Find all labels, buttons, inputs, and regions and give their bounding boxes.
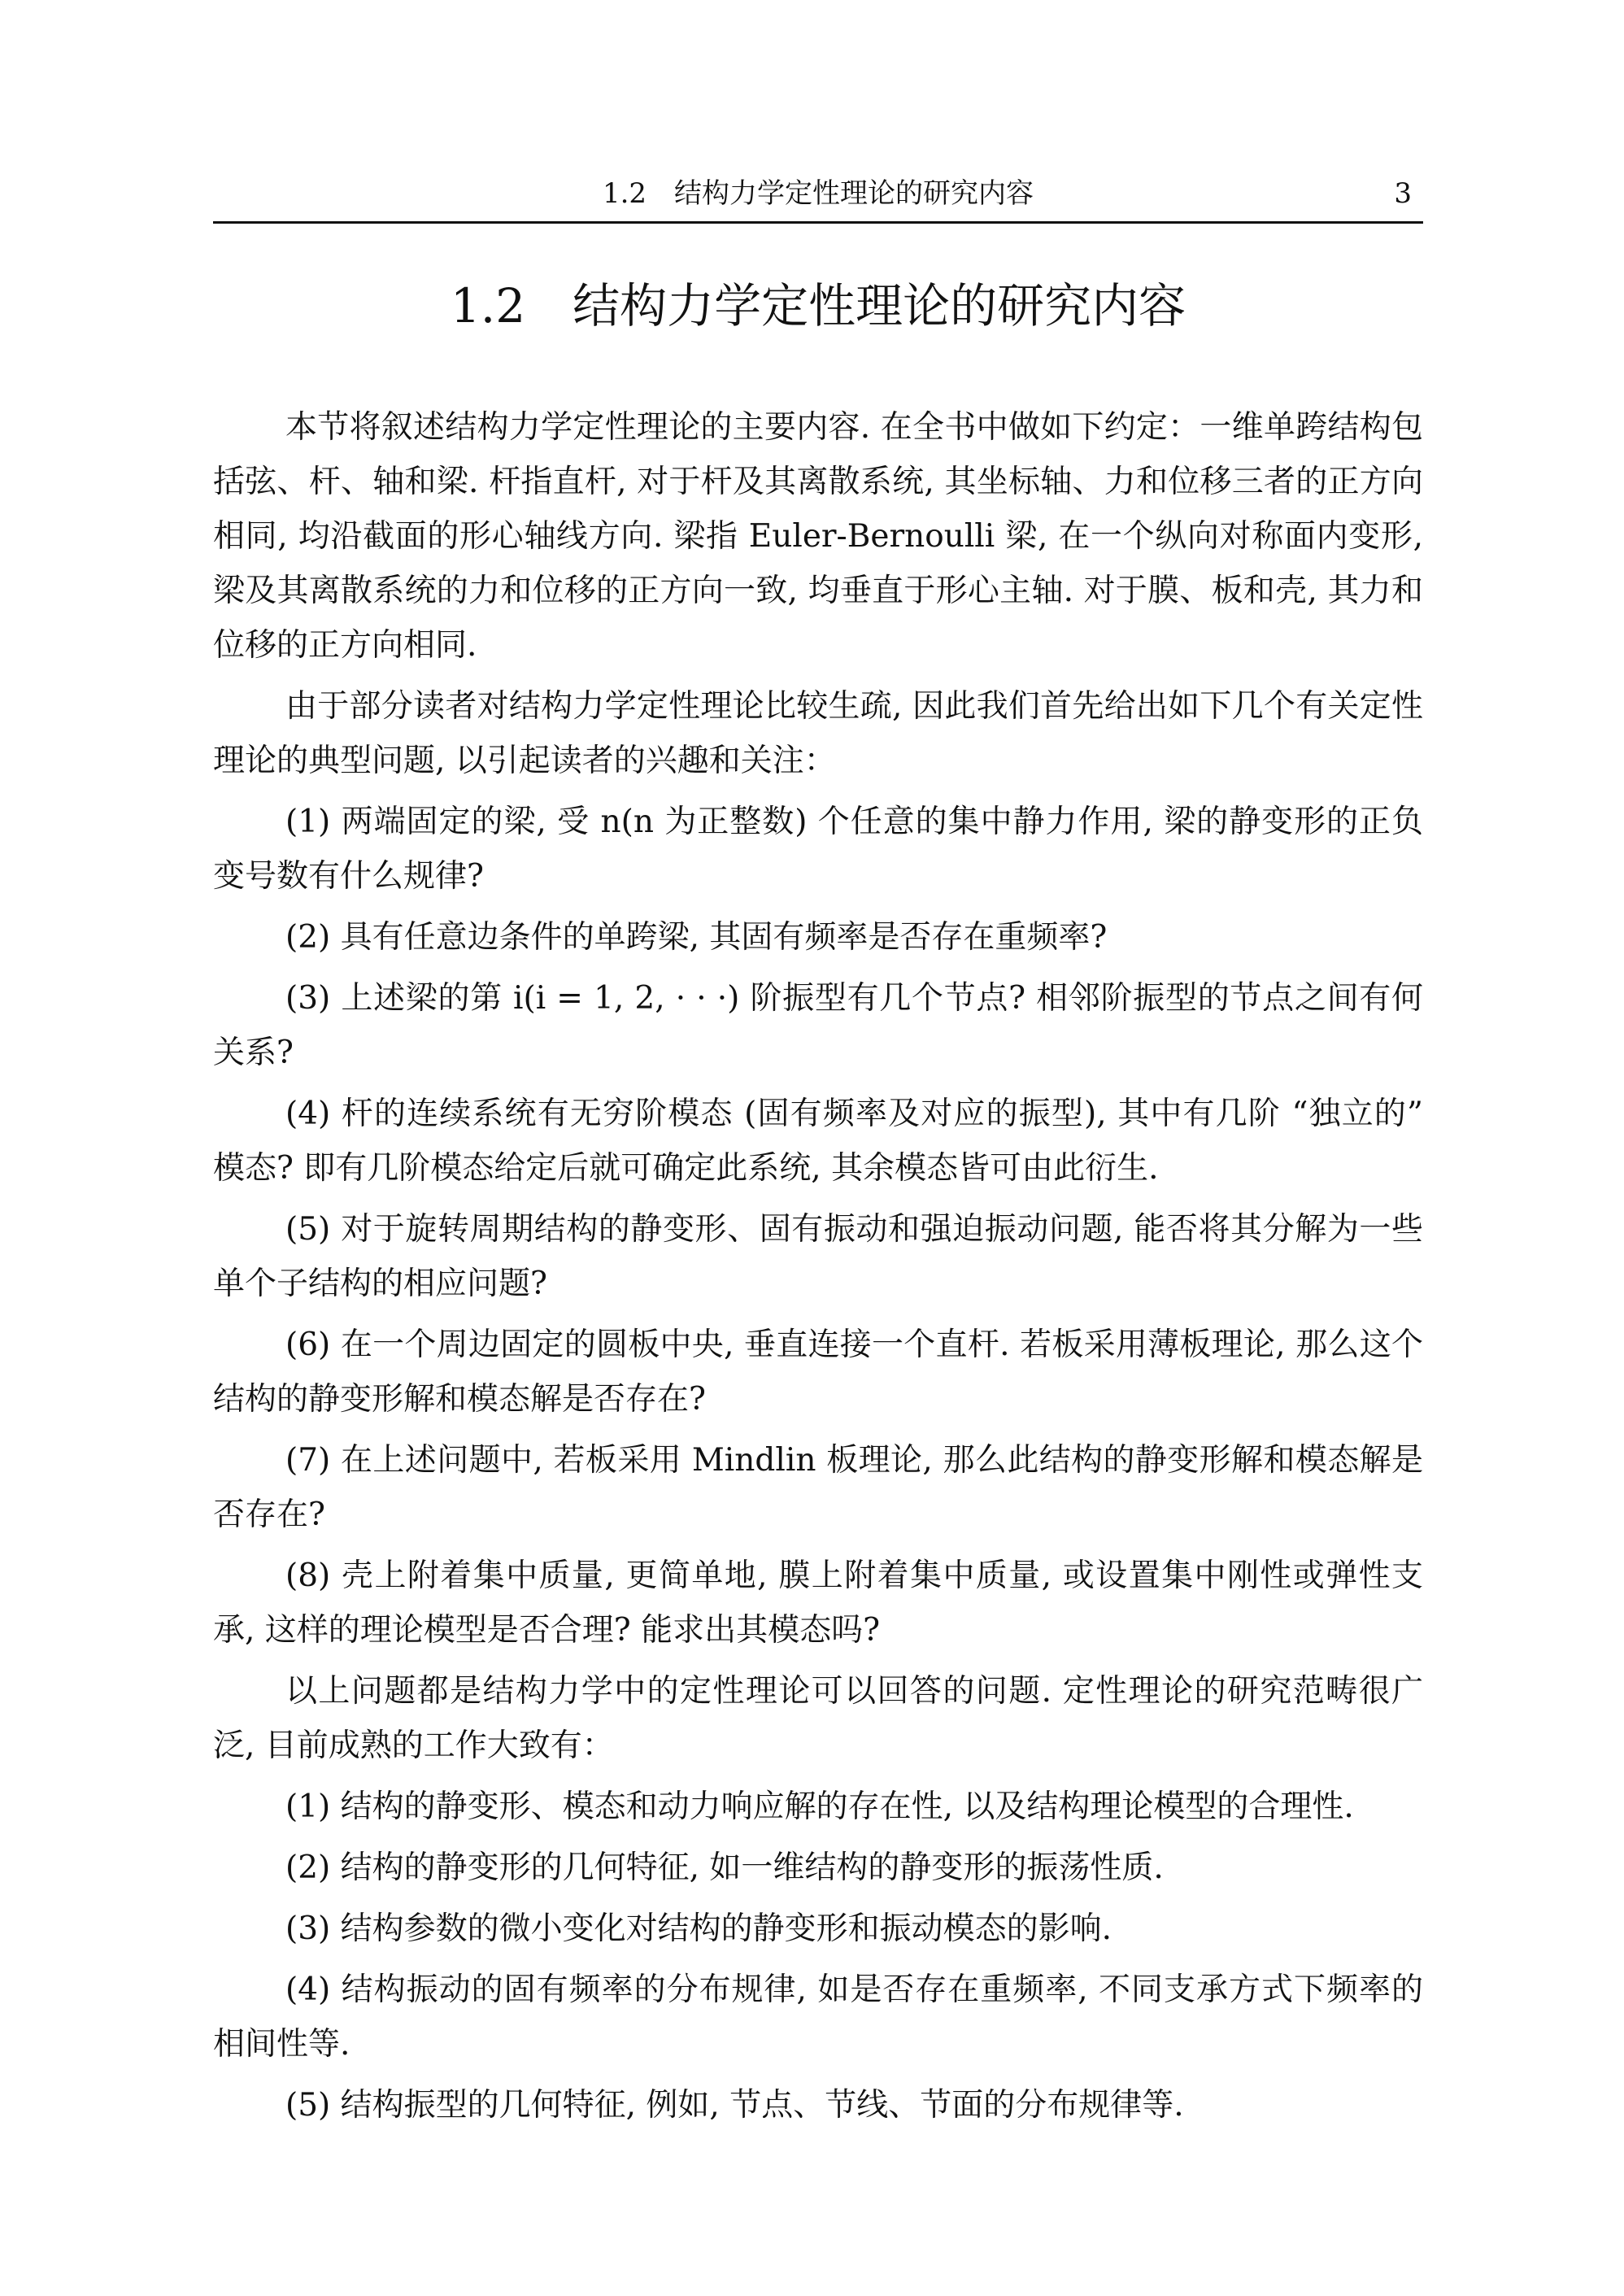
running-head: [213, 169, 1423, 218]
paragraph-questions-intro: 由于部分读者对结构力学定性理论比较生疏, 因此我们首先给出如下几个有关定性理论的典型问题, 以引起读者的兴趣和关注：: [213, 688, 1423, 779]
body-text: [213, 400, 1423, 2133]
paragraph-intro: 本节将叙述结构力学定性理论的主要内容. 在全书中做如下约定：一维单跨结构包括弦、杆、轴和梁. 杆指直杆, 对于杆及其离散系统, 其坐标轴、力和位移三者的正方向相同, 均沿截面的形心轴线方向. 梁指 Euler-Bernoulli 梁, 在一个纵向对称面内变形, 梁及其离散系统的力和位移的正方向一致, 均垂直于形心主轴. 对于膜、板和壳, 其力和位移的正方向相同.: [213, 409, 1423, 664]
scope-item: (5) 结构振型的几何特征, 例如, 节点、节线、节面的分布规律等.: [285, 2087, 1184, 2124]
question-item: (3) 上述梁的第 i(i = 1, 2, · · ·) 阶振型有几个节点? 相邻阶振型的节点之间有何关系?: [213, 980, 1423, 1071]
header-rule: [213, 221, 1423, 224]
scope-item: (3) 结构参数的微小变化对结构的静变形和振动模态的影响.: [285, 1910, 1112, 1947]
paragraph-scope: 以上问题都是结构力学中的定性理论可以回答的问题. 定性理论的研究范畴很广泛, 目前成熟的工作大致有：: [213, 1673, 1423, 1764]
question-item: (4) 杆的连续系统有无穷阶模态 (固有频率及对应的振型), 其中有几阶 “独立的” 模态? 即有几阶模态给定后就可确定此系统, 其余模态皆可由此衍生.: [213, 1096, 1423, 1187]
running-head-title: 1.2 结构力学定性理论的研究内容: [602, 177, 1034, 210]
question-item: (6) 在一个周边固定的圆板中央, 垂直连接一个直杆. 若板采用薄板理论, 那么这个结构的静变形解和模态解是否存在?: [213, 1327, 1423, 1418]
scope-item: (4) 结构振动的固有频率的分布规律, 如是否存在重频率, 不同支承方式下频率的相间性等.: [213, 1971, 1423, 2063]
section-title: 1.2 结构力学定性理论的研究内容: [450, 278, 1186, 333]
question-item: (8) 壳上附着集中质量, 更简单地, 膜上附着集中质量, 或设置集中刚性或弹性支承, 这样的理论模型是否合理? 能求出其模态吗?: [213, 1558, 1423, 1649]
scope-item: (2) 结构的静变形的几何特征, 如一维结构的静变形的振荡性质.: [285, 1849, 1164, 1886]
question-item: (7) 在上述问题中, 若板采用 Mindlin 板理论, 那么此结构的静变形解和模态解是否存在?: [213, 1442, 1423, 1533]
page-number: 3: [1394, 177, 1412, 210]
question-item: (1) 两端固定的梁, 受 n(n 为正整数) 个任意的集中静力作用, 梁的静变形的正负变号数有什么规律?: [213, 804, 1423, 895]
question-item: (2) 具有任意边条件的单跨梁, 其固有频率是否存在重频率?: [285, 919, 1108, 956]
question-item: (5) 对于旋转周期结构的静变形、固有振动和强迫振动问题, 能否将其分解为一些单个子结构的相应问题?: [213, 1211, 1423, 1302]
scope-item: (1) 结构的静变形、模态和动力响应解的存在性, 以及结构理论模型的合理性.: [285, 1788, 1354, 1825]
